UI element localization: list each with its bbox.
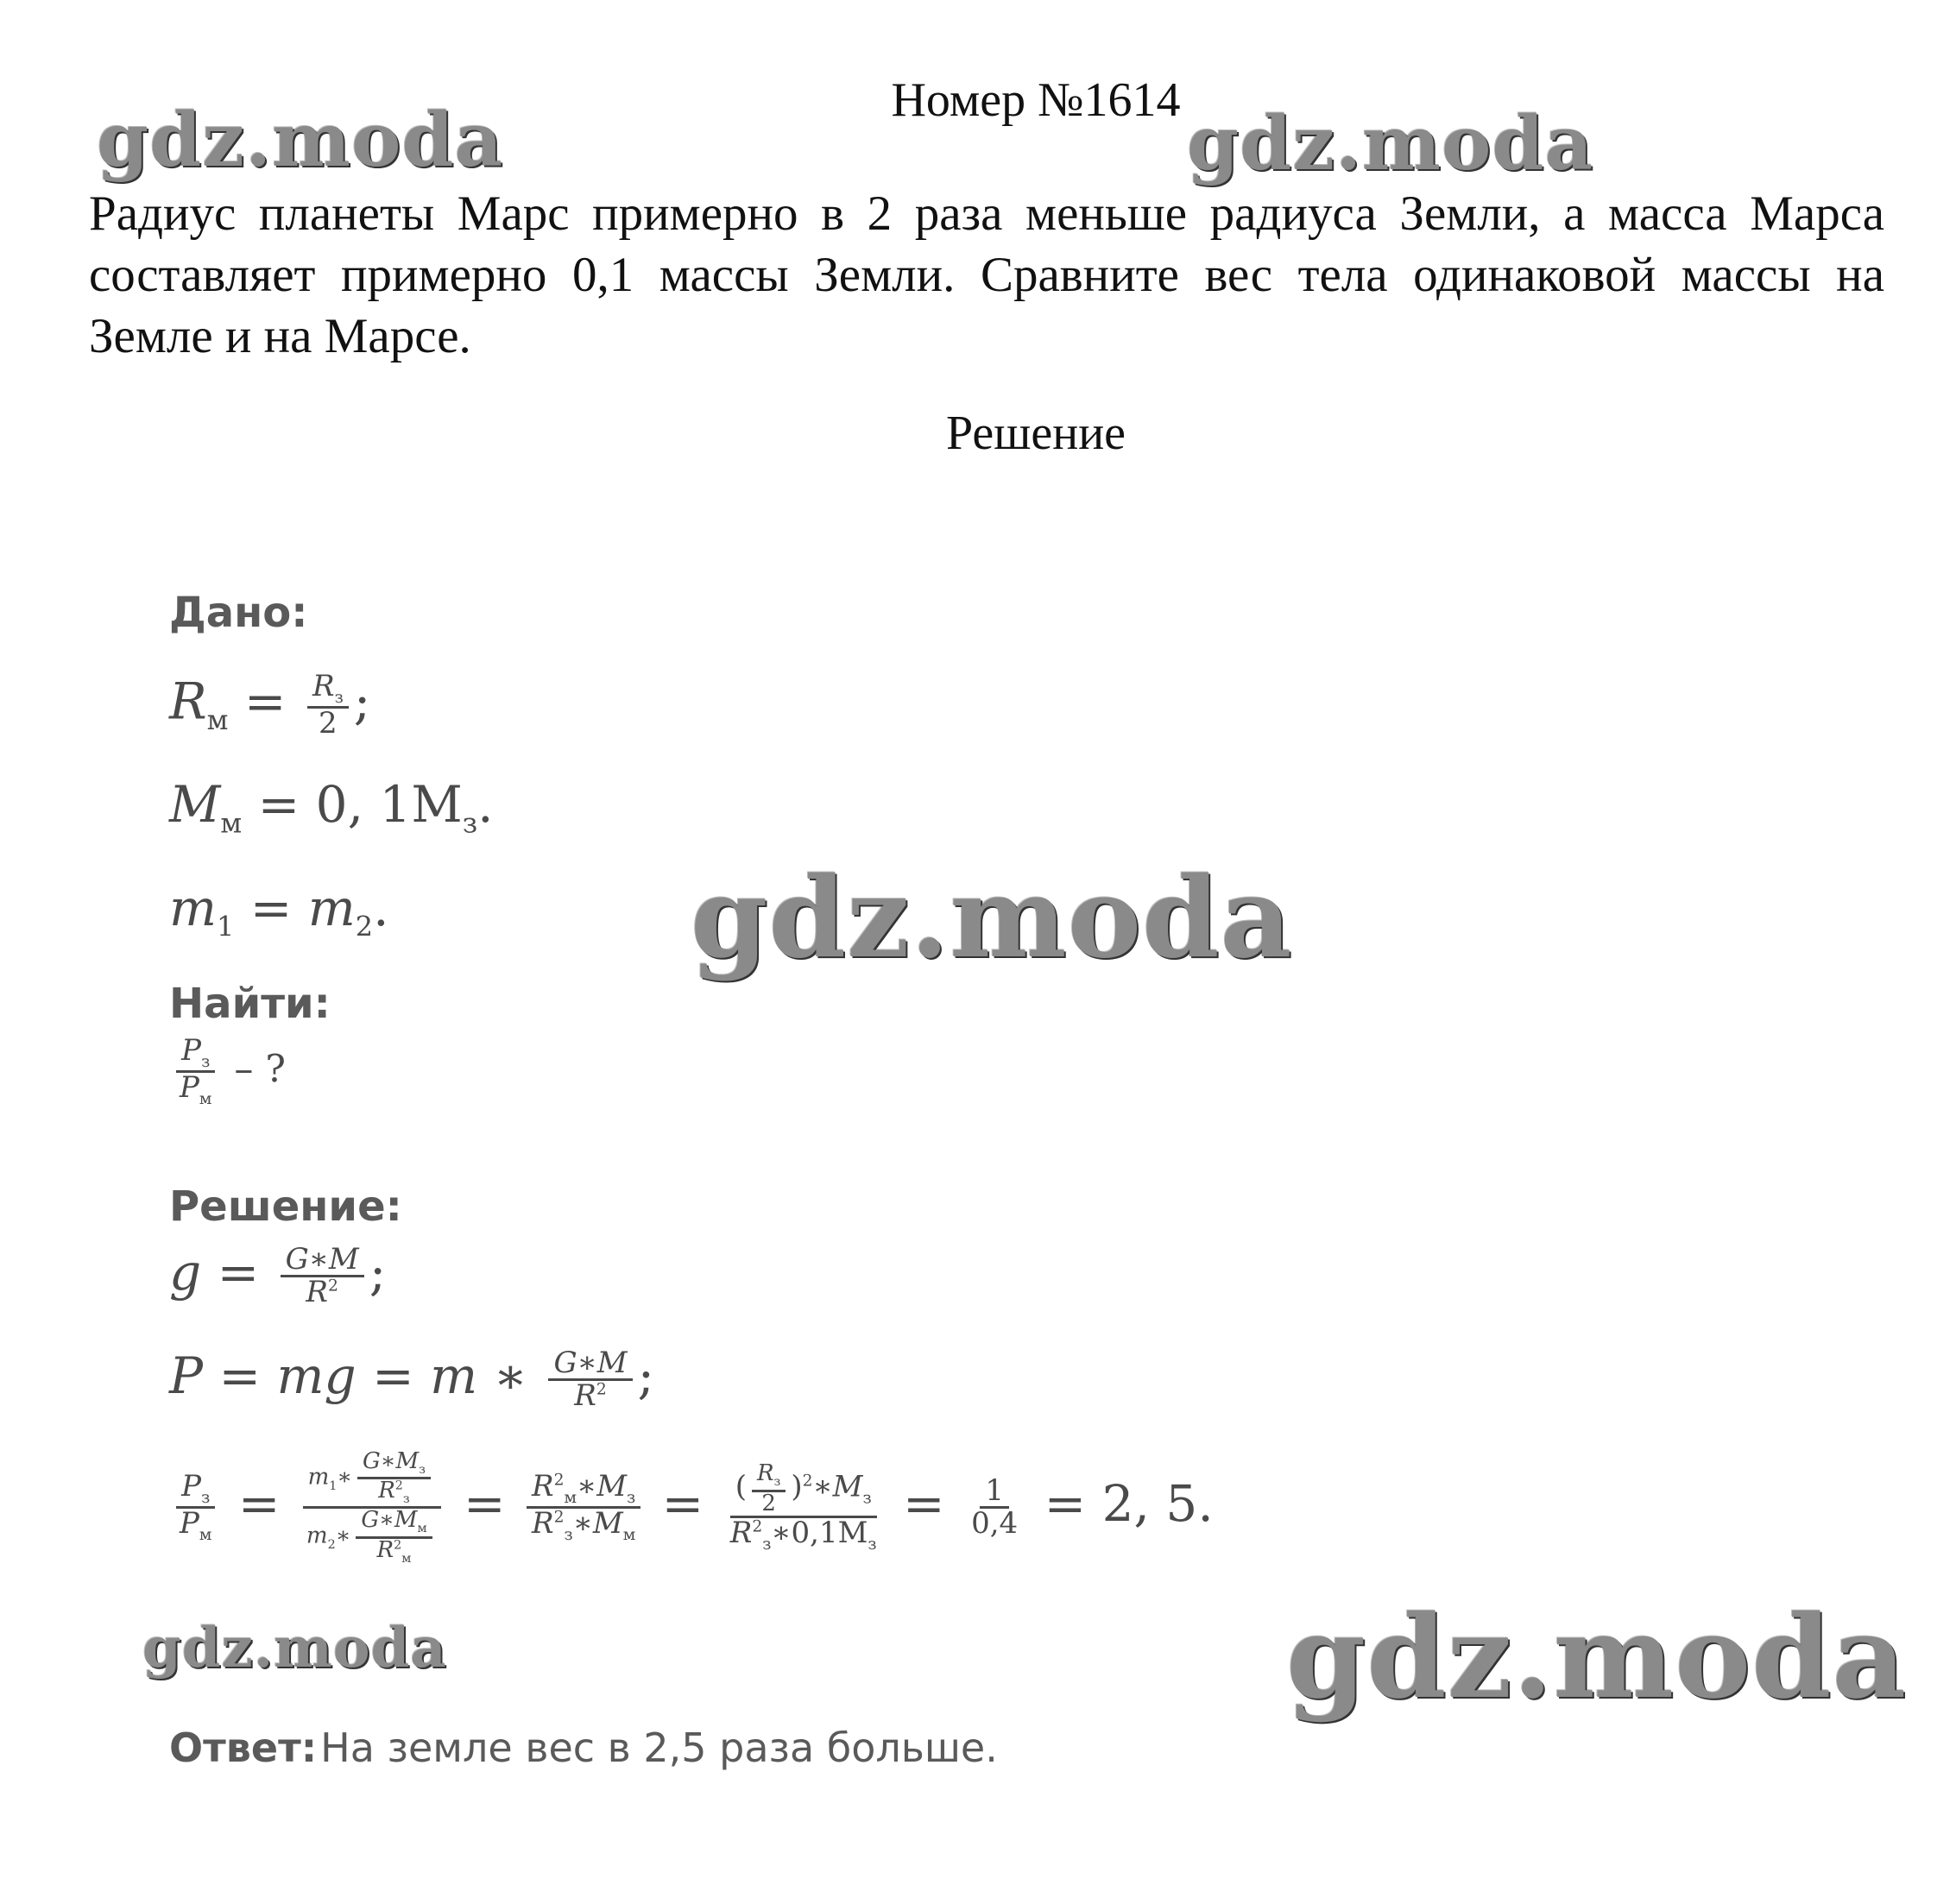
weight-formula: P = mg = m ∗ $\frac{G∗M}{R^2}$ ; (169, 1345, 655, 1414)
solution-label: Решение: (169, 1182, 402, 1231)
given-equal-mass-formula: $m_1 = m_2$. (169, 879, 389, 943)
given-radius-formula: $R_м$ = $\frac{R_з}{2}$ ; (169, 669, 371, 741)
find-ratio-formula: $\frac{P_з}{P_м}$ – ? (169, 1036, 286, 1108)
given-label: Дано: (169, 589, 308, 637)
watermark-logo: gdz.moda (1286, 1591, 1908, 1724)
watermark-logo: gdz.moda (691, 854, 1293, 983)
find-label: Найти: (169, 980, 331, 1028)
ratio-derivation-formula: $\frac{P_з}{P_м}$ = $m_1∗$ $\frac{G∗M_з}{R^2_з}$ $m_2∗$ $\frac{G∗M_м}{R^2_м}$ = $\frac{R^2_м∗M_з}{R^2_з∗M_м}$ = ( $\frac{R_з}{2}$ )$^2∗M_з$ $R^2_з∗0,1M_з$ = $\frac{1}{0,4}$ = 2, 5. (169, 1450, 1214, 1566)
given-mass-formula: $M_м = 0$, $1M_з$. (169, 775, 494, 840)
answer-text: На земле вес в 2,5 раза больше. (320, 1724, 998, 1771)
watermark-logo: gdz.moda (142, 1616, 447, 1680)
watermark-logo: gdz.moda (97, 97, 504, 184)
answer-label: Ответ: (169, 1724, 318, 1771)
gravity-formula: g = $\frac{G∗M}{R^2}$ ; (169, 1241, 387, 1310)
page-title: Номер №1614 (891, 73, 1181, 127)
problem-statement: Радиус планеты Марс примерно в 2 раза меньше радиуса Земли, а масса Марса составляет примерно 0,1 массы Земли. Сравните вес тела одинаковой массы на Земле и на Марсе. (89, 186, 1884, 363)
section-title: Решение (945, 407, 1126, 460)
answer (169, 1724, 998, 1771)
watermark-logo: gdz.moda (1187, 100, 1594, 187)
